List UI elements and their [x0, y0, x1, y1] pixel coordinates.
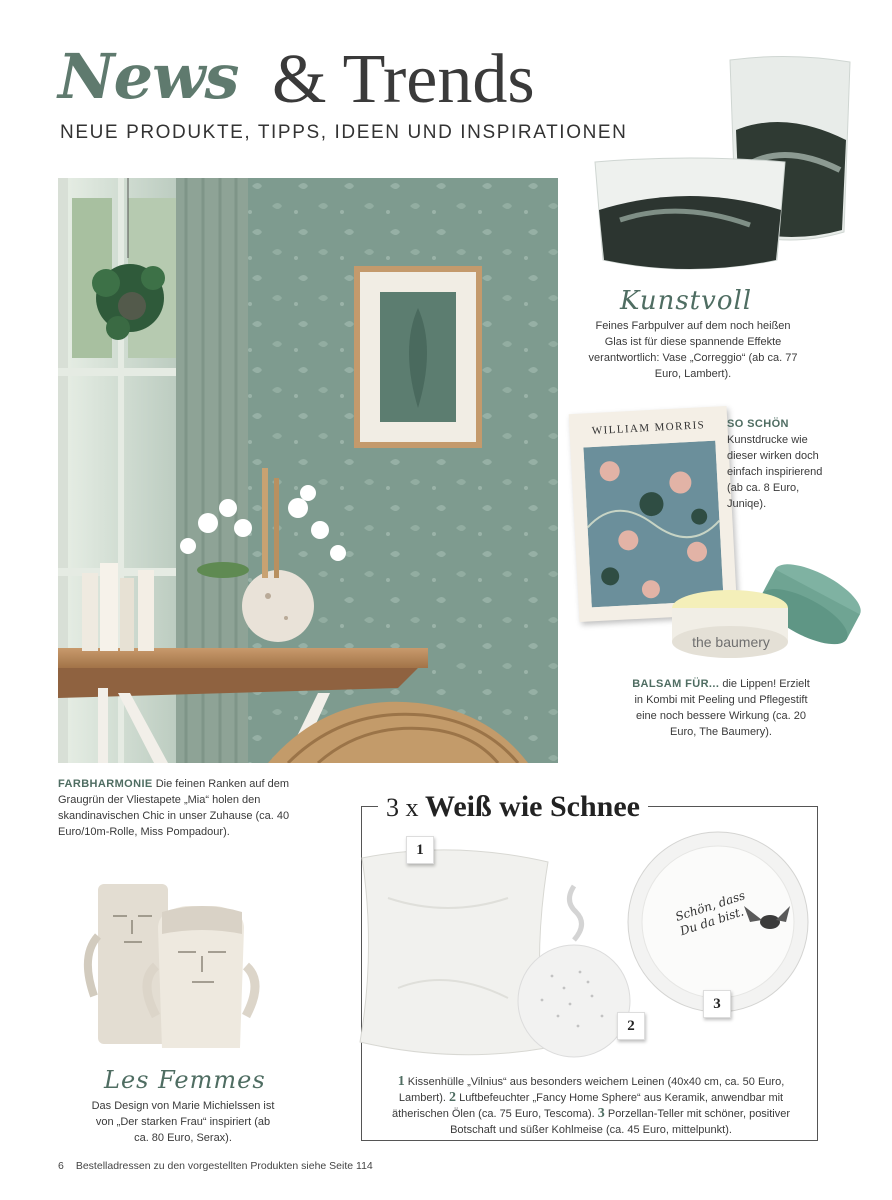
- balsam-text: die Lippen! Erzielt in Kombi mit Peeling und Pflegestift eine noch bessere Wirkung (ca. 20 Euro, The Baumery).: [634, 678, 810, 738]
- balsam-block: [628, 676, 814, 740]
- humidifier-photo: [512, 876, 632, 1066]
- weiss-title: [378, 790, 648, 824]
- glass-vases-illustration: [590, 50, 860, 285]
- room-photo: [58, 178, 558, 763]
- page-subtitle: NEUE PRODUKTE, TIPPS, IDEEN UND INSPIRATIONEN: [60, 122, 628, 143]
- caption-num-3: 3: [597, 1106, 605, 1121]
- caption-num-1: 1: [397, 1074, 405, 1089]
- weiss-heading: Weiß wie Schnee: [425, 790, 640, 823]
- femmes-photo: [78, 876, 278, 1066]
- page-number: 6: [58, 1160, 64, 1172]
- lesfemmes-title: Les Femmes: [104, 1066, 266, 1094]
- weiss-prefix: 3 x: [386, 793, 419, 822]
- soschoen-heading: SO SCHÖN: [727, 418, 789, 430]
- title-news: News: [58, 40, 239, 113]
- tag-2: 2: [617, 1012, 645, 1040]
- tag-1: 1: [406, 836, 434, 864]
- soschoen-block: [727, 416, 823, 512]
- vases-photo: [590, 50, 860, 285]
- farbharmonie-heading: FARBHARMONIE: [58, 778, 153, 790]
- caption-item-1: Kissenhülle „Vilnius“ aus besonders weichem Leinen (40x40 cm, ca. 50 Euro, Lambert).: [398, 1076, 785, 1104]
- kunstvoll-text: Feines Farbpulver auf dem noch heißen Glas ist für diese spannende Effekte verantwortlich: Vase „Correggio“ (ab ca. 77 Euro, Lambert).: [588, 320, 798, 380]
- weiss-caption: [376, 1074, 806, 1138]
- caption-item-3: Porzellan-Teller mit schöner, positiver Botschaft und süßer Kohlmeise (ca. 45 Euro, mittelpunkt).: [450, 1108, 791, 1136]
- face-vases-illustration: [78, 876, 278, 1066]
- plate-photo: [626, 830, 810, 1014]
- footer: [58, 1160, 373, 1172]
- kunstvoll-title: Kunstvoll: [620, 286, 753, 316]
- balm-photo: [660, 556, 870, 666]
- caption-num-2: 2: [449, 1090, 457, 1105]
- tag-3: 3: [703, 990, 731, 1018]
- soschoen-text: Kunstdrucke wie dieser wirken doch einfach inspirierend (ab ca. 8 Euro, Juniqe).: [727, 434, 823, 510]
- caption-item-2: Luftbefeuchter „Fancy Home Sphere“ aus Keramik, anwendbar mit ätherischen Ölen (ca. 75 Euro, Tescoma).: [391, 1092, 784, 1120]
- balm-label: the baumery: [692, 634, 770, 650]
- title-trends: & Trends: [272, 41, 535, 118]
- humidifier-illustration: [512, 876, 632, 1066]
- footer-text: Bestelladressen zu den vorgestellten Produkten siehe Seite 114: [75, 1160, 373, 1172]
- farbharmonie-text: Die feinen Ranken auf dem Graugrün der Vliestapete „Mia“ holen den skandinavischen Chic in unser Zuhause (ca. 40 Euro/10m-Rolle, Miss Pompadour).: [58, 778, 290, 838]
- balsam-heading: BALSAM FÜR...: [632, 678, 720, 690]
- plate-text: Schön, dass Du da bist.: [673, 888, 747, 939]
- room-illustration: [58, 178, 558, 763]
- book-title: WILLIAM MORRIS: [591, 419, 706, 438]
- lesfemmes-text: Das Design von Marie Michielssen ist von „Der starken Frau“ inspiriert (ab ca. 80 Euro, Serax).: [91, 1100, 275, 1144]
- farbharmonie-block: [58, 776, 313, 840]
